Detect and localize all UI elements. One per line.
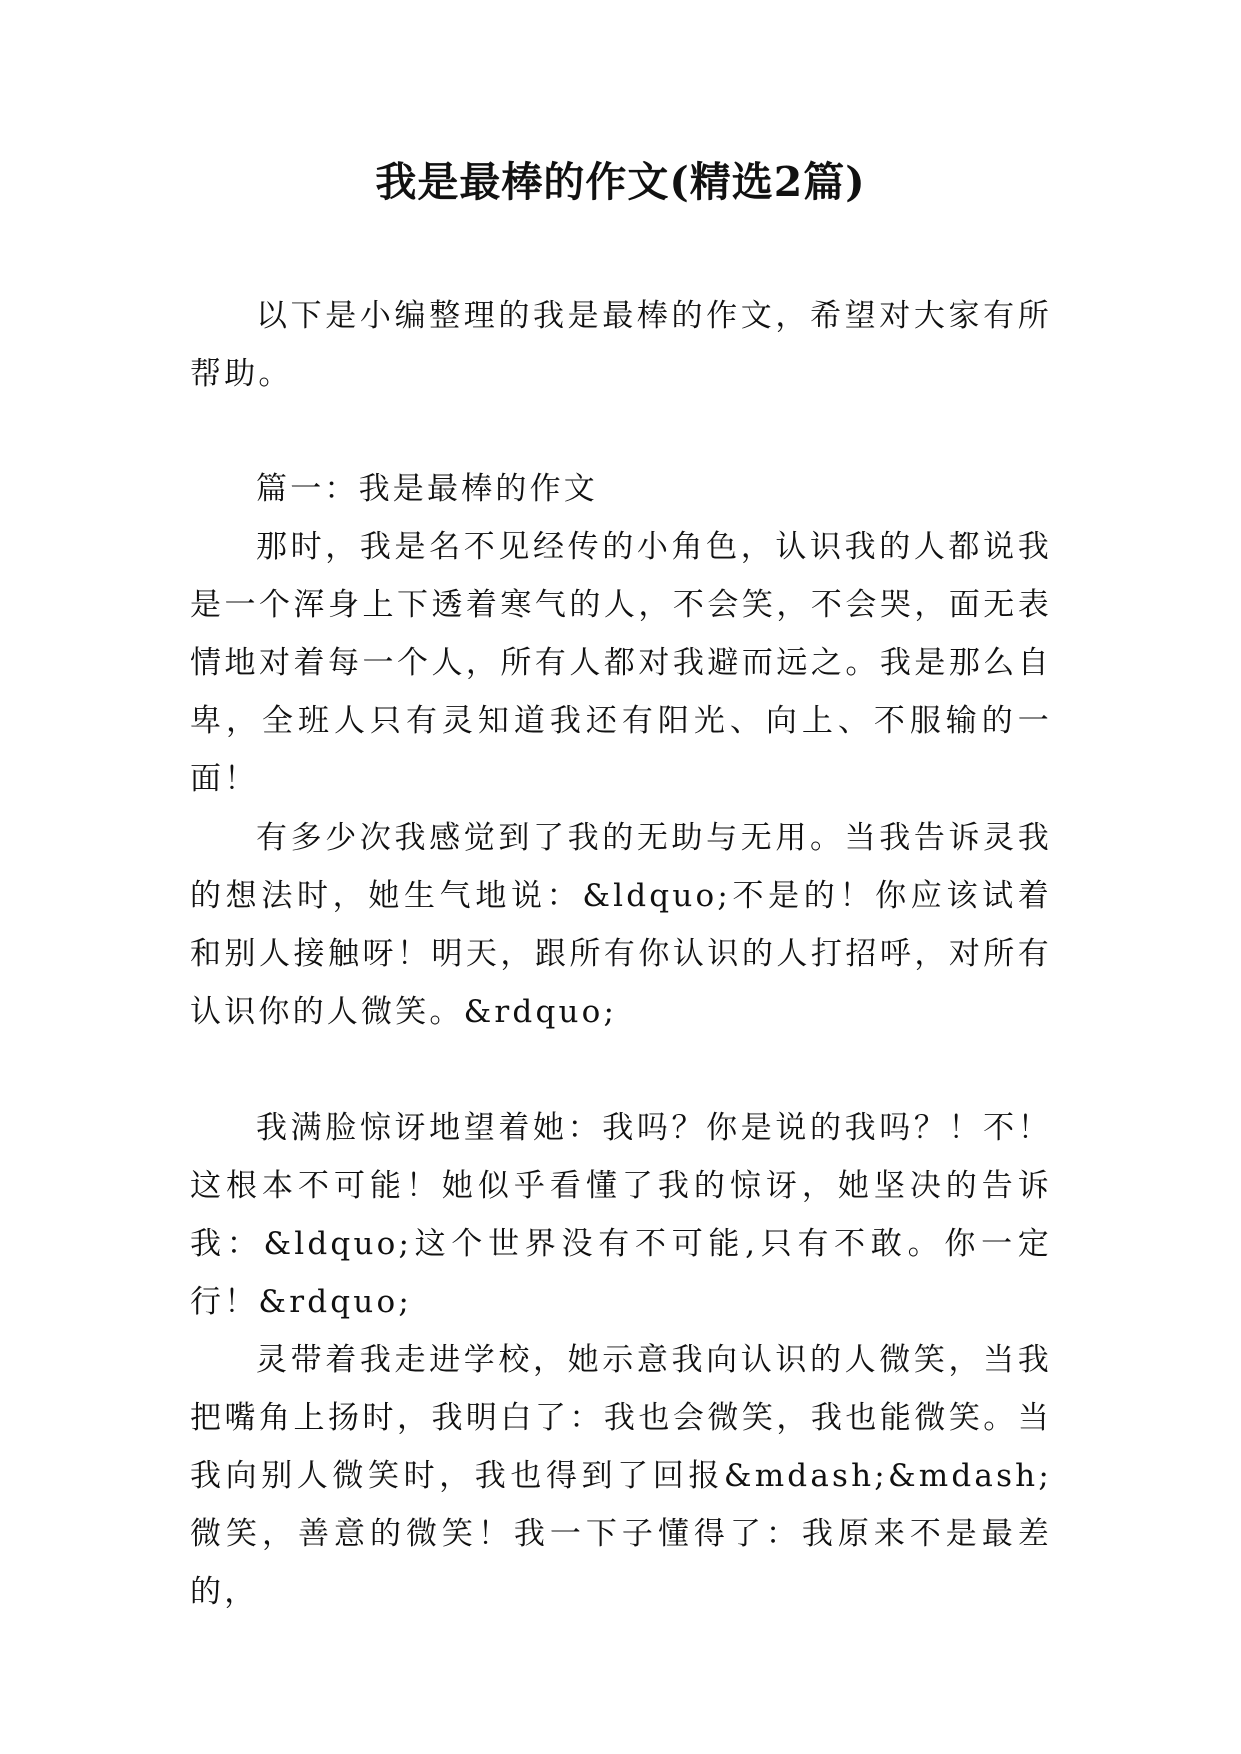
body-paragraph-3: 我满脸惊讶地望着她：我吗？你是说的我吗？！不！这根本不可能！她似乎看懂了我的惊讶，她坚决的告诉我：&ldquo;这个世界没有不可能,只有不敢。你一定行！&rdquo; [190, 1110, 1052, 1320]
section-heading: 篇一：我是最棒的作文 [256, 471, 598, 507]
intro-paragraph: 以下是小编整理的我是最棒的作文，希望对大家有所帮助。 [190, 298, 1052, 392]
document-title: 我是最棒的作文(精选2篇) [375, 158, 866, 206]
body-paragraph-2: 有多少次我感觉到了我的无助与无用。当我告诉灵我的想法时，她生气地说：&ldquo;不是的！你应该试着和别人接触呀！明天，跟所有你认识的人打招呼，对所有认识你的人微笑。&rdquo; [190, 820, 1052, 1030]
body-paragraph-1: 那时，我是名不见经传的小角色，认识我的人都说我是一个浑身上下透着寒气的人，不会笑，不会哭，面无表情地对着每一个人，所有人都对我避而远之。我是那么自卑，全班人只有灵知道我还有阳光、向上、不服输的一面！ [190, 529, 1052, 797]
body-paragraph-4: 灵带着我走进学校，她示意我向认识的人微笑，当我把嘴角上扬时，我明白了：我也会微笑，我也能微笑。当我向别人微笑时，我也得到了回报&mdash;&mdash;微笑，善意的微笑！我一下子懂得了：我原来不是最差的， [190, 1342, 1052, 1610]
